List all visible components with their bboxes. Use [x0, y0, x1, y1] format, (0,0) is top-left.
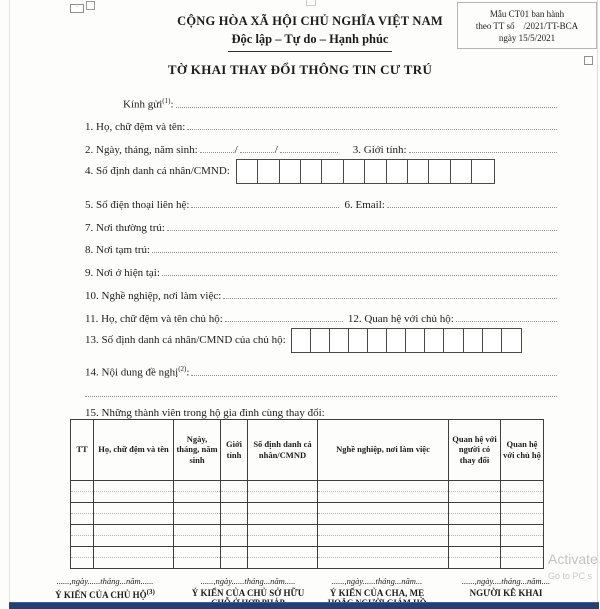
- empty-cell: [449, 502, 501, 513]
- page-right-edge: [597, 0, 598, 602]
- empty-cell: [174, 524, 221, 535]
- form-code-line2: theo TT số /2021/TT-BCA: [475, 21, 579, 31]
- form-body: [76, 90, 558, 569]
- family-members-table: [70, 419, 544, 569]
- fill-line: [409, 151, 557, 153]
- empty-member-row: [71, 513, 544, 524]
- digit-box: [301, 160, 322, 183]
- empty-cell: [94, 546, 174, 557]
- empty-cell: [501, 513, 544, 524]
- digit-box: [502, 329, 521, 352]
- empty-cell: [221, 557, 248, 568]
- field-ngay-sinh-gioi-tinh: [85, 133, 558, 156]
- sign-label-chu-ho: Ý KIẾN CỦA CHỦ HỘ: [55, 590, 147, 600]
- form-code-line3: ngày 15/5/2021: [498, 33, 556, 43]
- col-header-quan-he-chu-ho: Quan hệ với chủ hộ: [501, 419, 544, 480]
- national-header: [150, 14, 470, 52]
- dien-thoai-label: 5. Số điện thoại liên hệ:: [85, 198, 190, 211]
- empty-cell: [174, 557, 221, 568]
- col-header-tt: TT: [71, 419, 94, 480]
- digit-box: [330, 329, 349, 352]
- empty-cell: [318, 535, 449, 546]
- col-header-quan-he-nguoi-thay-doi: Quan hệ với người có thay đổi: [449, 419, 501, 480]
- fill-line: [191, 374, 557, 376]
- fill-line: [162, 274, 557, 276]
- watermark-line2: Go to PC s: [548, 571, 593, 581]
- field-chu-ho: [85, 302, 558, 325]
- empty-cell: [449, 513, 501, 524]
- date-line: ......,ngày....tháng...năm....: [461, 576, 551, 586]
- date-line: ......,ngày......tháng...năm.....: [200, 576, 296, 586]
- empty-cell: [318, 513, 449, 524]
- ho-ten-label: 1. Họ, chữ đệm và tên:: [85, 121, 186, 133]
- empty-cell: [71, 491, 94, 502]
- empty-cell: [221, 480, 248, 491]
- taskbar-strip[interactable]: [9, 602, 599, 609]
- empty-cell: [71, 524, 94, 535]
- signature-chu-so-huu: [184, 576, 312, 601]
- signature-cha-me: [316, 576, 438, 601]
- empty-cell: [501, 557, 544, 568]
- watermark-line1: Activate: [548, 551, 598, 567]
- empty-cell: [94, 480, 174, 491]
- sign-label-nguoi-ke-khai: NGƯỜI KÊ KHAI: [469, 588, 543, 598]
- so-dinh-danh-chu-ho-label: 13. Số định danh cá nhân/CMND của chủ hộ:: [85, 334, 286, 346]
- empty-cell: [94, 535, 174, 546]
- col-header-gioi-tinh: Giới tính: [221, 419, 248, 480]
- scan-artifact-box: ··: [70, 4, 84, 13]
- empty-cell: [221, 546, 248, 557]
- so-dinh-danh-label: 4. Số định danh cá nhân/CMND:: [85, 165, 230, 177]
- footnote-ref-3: (3): [146, 588, 155, 596]
- digit-box: [406, 329, 425, 352]
- empty-cell: [174, 480, 221, 491]
- empty-cell: [501, 480, 544, 491]
- empty-cell: [221, 535, 248, 546]
- empty-cell: [501, 491, 544, 502]
- empty-cell: [501, 546, 544, 557]
- empty-cell: [221, 513, 248, 524]
- empty-member-row: [71, 480, 544, 491]
- col-header-nghe-nghiep: Nghề nghiệp, nơi làm việc: [318, 419, 449, 480]
- fill-line: [223, 297, 557, 299]
- thuong-tru-label: 7. Nơi thường trú:: [85, 221, 165, 234]
- empty-cell: [94, 524, 174, 535]
- empty-cell: [318, 524, 449, 535]
- empty-cell: [449, 557, 501, 568]
- table-header-row: [71, 419, 544, 480]
- signature-chu-ho: [30, 576, 180, 601]
- empty-cell: [248, 557, 318, 568]
- digit-box: [472, 160, 493, 183]
- fill-line: [152, 251, 557, 253]
- sign-label2-clipped: [184, 598, 312, 601]
- empty-cell: [501, 524, 544, 535]
- empty-cell: [71, 546, 94, 557]
- date-line: ......,ngày......tháng...năm......: [56, 576, 154, 586]
- empty-cell: [174, 502, 221, 513]
- empty-cell: [248, 546, 318, 557]
- thanh-vien-label: 15. Những thành viên trong hộ gia đình cùng thay đổi:: [85, 406, 325, 419]
- empty-cell: [94, 513, 174, 524]
- fill-line: [456, 320, 557, 322]
- field-tam-tru: [85, 234, 558, 257]
- page-left-edge: [9, 0, 10, 602]
- empty-cell: [501, 535, 544, 546]
- empty-cell: [94, 557, 174, 568]
- gioi-tinh-label: 3. Giới tính:: [352, 143, 407, 156]
- fill-line: [280, 151, 338, 153]
- field-ho-ten: [85, 111, 558, 133]
- digit-box: [258, 160, 279, 183]
- col-header-so-dinh-danh: Số định danh cá nhân/CMND: [248, 419, 318, 480]
- sign-label-chu-so-huu: Ý KIẾN CỦA CHỦ SỞ HỮU: [191, 588, 305, 598]
- field-so-dinh-danh: [85, 156, 558, 187]
- empty-cell: [248, 480, 318, 491]
- field-so-dinh-danh-chu-ho: [85, 325, 558, 356]
- digit-box: [483, 329, 502, 352]
- noi-o-hien-tai-label: 9. Nơi ở hiện tại:: [85, 266, 160, 279]
- empty-cell: [318, 546, 449, 557]
- field-thuong-tru: [85, 211, 558, 234]
- empty-cell: [449, 535, 501, 546]
- field-thanh-vien-heading: [85, 400, 558, 419]
- fill-line: [387, 206, 557, 208]
- footnote-ref-1: (1): [162, 97, 171, 106]
- field-dien-thoai-email: [85, 187, 558, 211]
- field-nghe-nghiep: [85, 279, 558, 302]
- empty-member-row: [71, 535, 544, 546]
- form-code-box: [457, 2, 597, 49]
- empty-cell: [318, 502, 449, 513]
- digit-box: [280, 160, 301, 183]
- id-number-boxes: [236, 159, 495, 184]
- empty-cell: [71, 480, 94, 491]
- empty-cell: [174, 513, 221, 524]
- empty-cell: [174, 491, 221, 502]
- empty-cell: [221, 491, 248, 502]
- digit-box: [451, 160, 472, 183]
- ten-chu-ho-label: 11. Họ, chữ đệm và tên chủ hộ:: [85, 312, 223, 325]
- signature-section: [30, 576, 570, 601]
- kinh-gui-label: Kính gửi: [123, 99, 163, 111]
- empty-cell: [248, 502, 318, 513]
- field-kinh-gui: Kính gửi$^{(1)}$:: [85, 90, 558, 111]
- noi-dung-label: 14. Nội dung đề nghị: [85, 366, 179, 379]
- nghe-nghiep-label: 10. Nghề nghiệp, nơi làm việc:: [85, 289, 222, 302]
- sign-label2-clipped: [316, 598, 438, 601]
- empty-cell: [248, 513, 318, 524]
- digit-box: [408, 160, 429, 183]
- field-noi-dung-de-nghi-line2: [85, 379, 558, 400]
- windows-activate-watermark: [548, 551, 598, 581]
- digit-box: [464, 329, 483, 352]
- fill-line: [240, 151, 274, 153]
- field-noi-dung-de-nghi: 14. Nội dung đề nghị$^{(2)}$:: [85, 356, 558, 379]
- digit-box: [368, 329, 387, 352]
- empty-cell: [174, 546, 221, 557]
- form-code-line1: Mẫu CT01 ban hành: [489, 9, 565, 19]
- quan-he-chu-ho-label: 12. Quan hệ với chủ hộ:: [347, 312, 454, 325]
- document-title: TỜ KHAI THAY ĐỔI THÔNG TIN CƯ TRÚ: [167, 62, 433, 77]
- empty-cell: [449, 480, 501, 491]
- digit-box: [387, 329, 406, 352]
- empty-cell: [174, 535, 221, 546]
- empty-cell: [71, 513, 94, 524]
- empty-cell: [248, 535, 318, 546]
- fill-line: [85, 395, 557, 397]
- id-number-boxes-chu-ho: [291, 328, 522, 353]
- empty-cell: [221, 502, 248, 513]
- digit-box: [425, 329, 444, 352]
- empty-cell: [71, 502, 94, 513]
- digit-box: [237, 160, 258, 183]
- empty-cell: [221, 524, 248, 535]
- digit-box: [311, 329, 330, 352]
- empty-cell: [449, 524, 501, 535]
- empty-cell: [449, 546, 501, 557]
- digit-box: [349, 329, 368, 352]
- col-header-ho-ten: Họ, chữ đệm và tên: [94, 419, 174, 480]
- date-line: ......,ngày......tháng...năm...: [331, 576, 423, 586]
- empty-cell: [248, 524, 318, 535]
- national-motto: Độc lập – Tự do – Hạnh phúc: [228, 32, 393, 52]
- fill-line: [167, 229, 557, 231]
- field-noi-o-hien-tai: [85, 256, 558, 279]
- ngay-sinh-label: 2. Ngày, tháng, năm sinh:: [85, 143, 198, 156]
- empty-member-row: [71, 557, 544, 568]
- fill-line: [225, 320, 343, 322]
- empty-cell: [71, 535, 94, 546]
- empty-cell: [501, 502, 544, 513]
- empty-cell: [94, 491, 174, 502]
- national-title: CỘNG HÒA XÃ HỘI CHỦ NGHĨA VIỆT NAM: [177, 14, 443, 28]
- fill-line: [176, 106, 557, 108]
- empty-cell: [248, 491, 318, 502]
- empty-member-row: [71, 546, 544, 557]
- digit-box: [292, 329, 311, 352]
- digit-box: [387, 160, 408, 183]
- digit-box: [344, 160, 365, 183]
- tam-tru-label: 8. Nơi tạm trú:: [85, 244, 151, 256]
- empty-cell: [318, 480, 449, 491]
- empty-cell: [94, 502, 174, 513]
- digit-box: [429, 160, 450, 183]
- empty-cell: [449, 491, 501, 502]
- empty-member-row: [71, 524, 544, 535]
- empty-cell: [71, 557, 94, 568]
- fill-line: [187, 128, 557, 130]
- col-header-ngay-sinh: Ngày, tháng, năm sinh: [174, 419, 221, 480]
- email-label: 6. Email:: [344, 198, 385, 211]
- form-header: [0, 0, 600, 86]
- fill-line: [200, 151, 234, 153]
- digit-box: [444, 329, 463, 352]
- empty-cell: [318, 557, 449, 568]
- footnote-ref-2: (2): [178, 364, 187, 373]
- digit-box: [365, 160, 386, 183]
- digit-box: [322, 160, 343, 183]
- date-separator: /: [234, 143, 238, 156]
- date-separator: /: [274, 143, 278, 156]
- empty-cell: [318, 491, 449, 502]
- empty-member-row: [71, 491, 544, 502]
- fill-line: [191, 206, 339, 208]
- empty-member-row: [71, 502, 544, 513]
- sign-label-cha-me: Ý KIẾN CỦA CHA, MẸ: [329, 588, 425, 598]
